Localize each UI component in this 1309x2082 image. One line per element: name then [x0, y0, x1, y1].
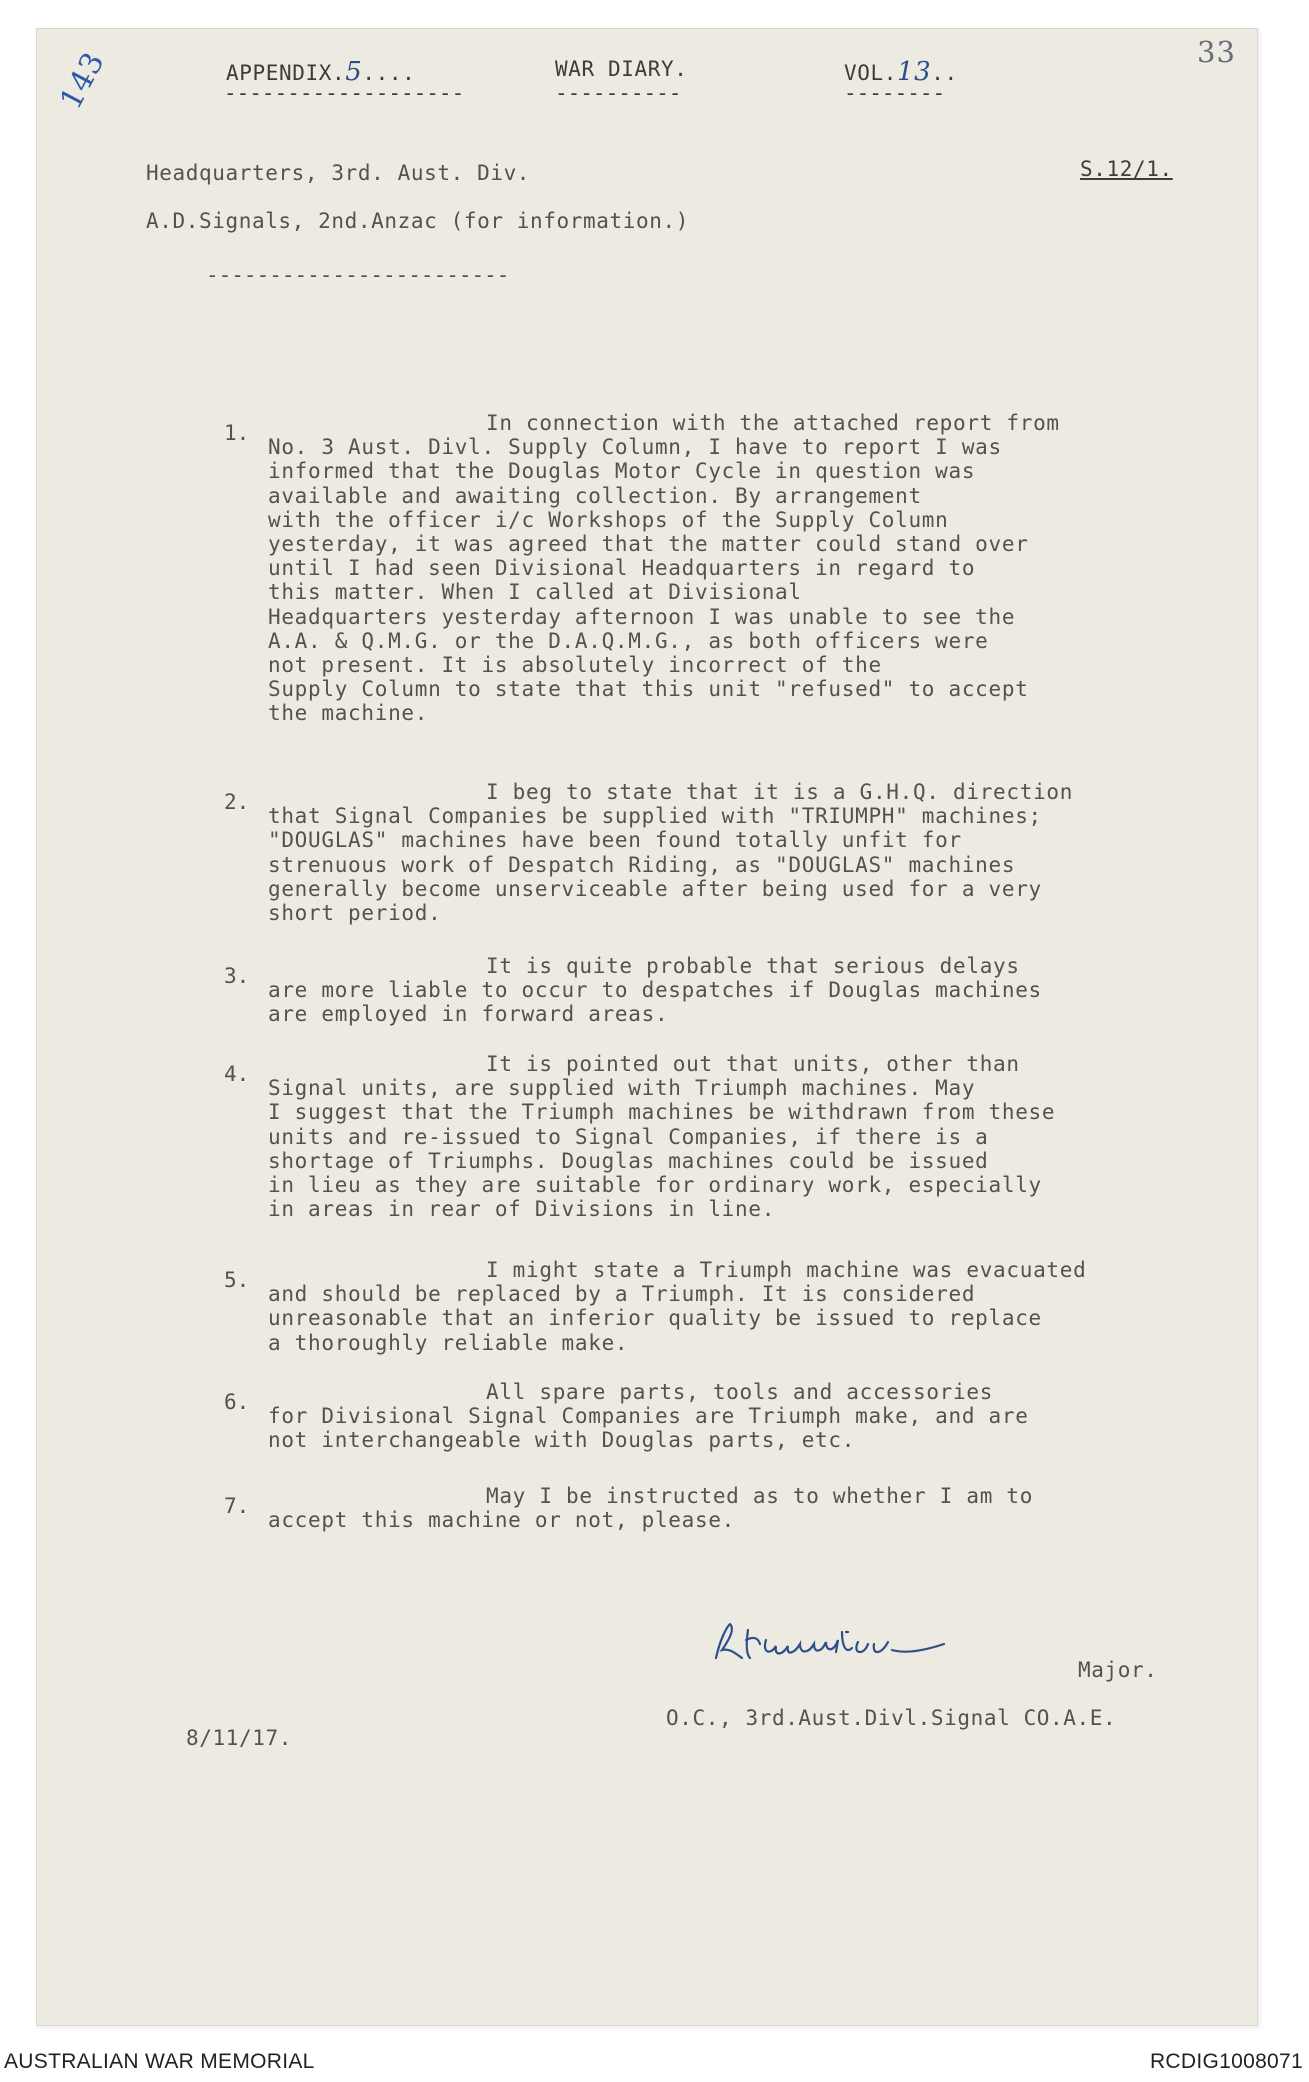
paragraph-line: It is quite probable that serious delays	[486, 954, 1020, 978]
address-rule: ------------------------	[206, 263, 510, 287]
vol-underline: --------	[844, 81, 946, 105]
paragraph-line: All spare parts, tools and accessories	[486, 1380, 994, 1404]
vol-label: VOL.	[844, 61, 897, 85]
page-number: 33	[1197, 35, 1236, 69]
paragraph-line: yesterday, it was agreed that the matter could stand over	[268, 532, 1029, 556]
signature-image	[696, 1610, 976, 1680]
paragraph-line: unreasonable that an inferior quality be issued to replace	[268, 1306, 1042, 1331]
paragraph-line: in areas in rear of Divisions in line.	[268, 1197, 776, 1222]
addressee: Headquarters, 3rd. Aust. Div.	[146, 161, 531, 185]
paragraph-line: available and awaiting collection. By arrangement	[268, 483, 922, 508]
appendix-dots: ....	[362, 61, 416, 85]
paragraph-line: until I had seen Divisional Headquarters in regard to	[268, 556, 976, 581]
document-date: 8/11/17.	[186, 1726, 292, 1750]
appendix-number: 5	[345, 57, 363, 87]
paragraph-number: 3.	[224, 964, 250, 988]
paragraph-number: 6.	[224, 1390, 250, 1414]
paragraph-line: this matter. When I called at Divisional	[268, 580, 802, 605]
paragraph-line: "DOUGLAS" machines have been found totally unfit for	[268, 828, 962, 853]
paragraph-line: Headquarters yesterday afternoon I was unable to see the	[268, 604, 1016, 629]
war-diary-underline: ----------	[555, 81, 682, 105]
paragraph-line: not interchangeable with Douglas parts, etc.	[268, 1428, 856, 1453]
war-diary-heading: WAR DIARY.	[555, 57, 688, 81]
signatory-rank: Major.	[1078, 1658, 1158, 1682]
paragraph-line: units and re-issued to Signal Companies, if there is a	[268, 1124, 989, 1149]
paragraph-line: and should be replaced by a Triumph. It is considered	[268, 1282, 976, 1307]
paragraph-line: shortage of Triumphs. Douglas machines could be issued	[268, 1148, 989, 1173]
paragraph-line: the machine.	[268, 701, 429, 726]
reference-number: S.12/1.	[1080, 157, 1173, 181]
paragraph-line: are employed in forward areas.	[268, 1002, 669, 1027]
paragraph-line: In connection with the attached report from	[486, 411, 1060, 435]
footer-record-id: RCDIG1008071	[1149, 2050, 1303, 2073]
paragraph-line: informed that the Douglas Motor Cycle in question was	[268, 459, 976, 484]
paragraph-number: 2.	[224, 790, 250, 814]
paragraph-line: for Divisional Signal Companies are Triumph make, and are	[268, 1404, 1029, 1429]
paragraph-line: I might state a Triumph machine was evacuated	[486, 1258, 1087, 1282]
folio-number: 143	[53, 46, 112, 116]
footer-archive-name: AUSTRALIAN WAR MEMORIAL	[4, 2050, 315, 2073]
appendix-underline: -------------------	[224, 81, 465, 105]
signatory-title: O.C., 3rd.Aust.Divl.Signal CO.A.E.	[666, 1706, 1117, 1730]
paragraph-line: It is pointed out that units, other than	[486, 1052, 1020, 1076]
paragraph-number: 5.	[224, 1268, 250, 1292]
paragraph-line: Supply Column to state that this unit "refused" to accept	[268, 677, 1029, 702]
paragraph-line: I beg to state that it is a G.H.Q. direction	[486, 780, 1074, 804]
paragraph-line: not present. It is absolutely incorrect of the	[268, 653, 882, 677]
document-page	[36, 28, 1258, 2026]
paragraph-number: 1.	[224, 421, 250, 445]
paragraph-line: No. 3 Aust. Divl. Supply Column, I have to report I was	[268, 435, 1002, 460]
appendix-label: APPENDIX.	[226, 61, 346, 85]
paragraph-line: that Signal Companies be supplied with "TRIUMPH" machines;	[268, 804, 1042, 829]
paragraph-number: 7.	[224, 1494, 250, 1518]
paragraph-number: 4.	[224, 1062, 250, 1086]
paragraph-line: I suggest that the Triumph machines be withdrawn from these	[268, 1100, 1056, 1125]
paragraph-line: strenuous work of Despatch Riding, as "DOUGLAS" machines	[268, 852, 1016, 877]
vol-number: 13	[896, 57, 932, 87]
paragraph-line: generally become unserviceable after being used for a very	[268, 876, 1042, 901]
paragraph-line: are more liable to occur to despatches if Douglas machines	[268, 978, 1042, 1003]
paragraph-line: in lieu as they are suitable for ordinary work, especially	[268, 1173, 1042, 1197]
paragraph-line: Signal units, are supplied with Triumph machines. May	[268, 1076, 976, 1101]
paragraph-line: May I be instructed as to whether I am to	[486, 1484, 1034, 1508]
paragraph-line: short period.	[268, 901, 442, 925]
copy-to: A.D.Signals, 2nd.Anzac (for information.)	[146, 209, 689, 233]
paragraph-line: accept this machine or not, please.	[268, 1508, 736, 1533]
paragraph-line: with the officer i/c Workshops of the Supply Column	[268, 507, 949, 532]
paragraph-line: A.A. & Q.M.G. or the D.A.Q.M.G., as both officers were	[268, 628, 989, 653]
vol-dots: ..	[931, 61, 958, 85]
paragraph-line: a thoroughly reliable make.	[268, 1330, 629, 1355]
